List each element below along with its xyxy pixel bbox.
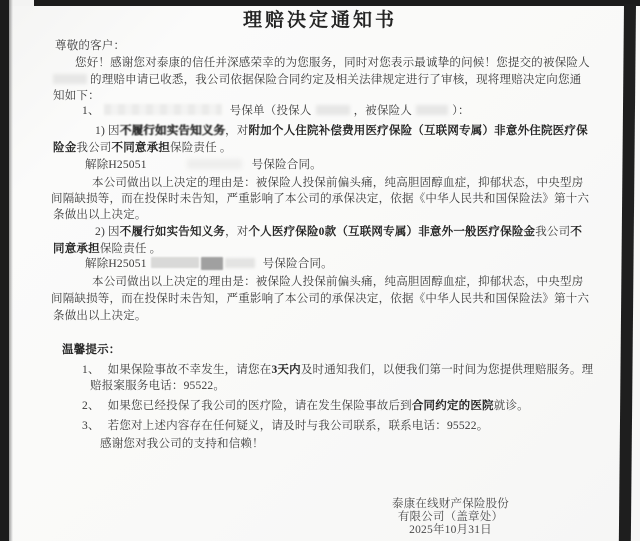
policy-number-redaction: [104, 104, 222, 115]
intro-line-2: 的理赔申请已收悉，我公司依据保险合同约定及相关法律规定进行了审核，现将理赔决定向您通: [53, 73, 581, 87]
scan-edge-left-fringe: [9, 0, 13, 541]
contract-number-redaction-2b: [201, 257, 223, 270]
decision-2-line-1: 2) 因不履行如实告知义务，对个人医疗保险0款（互联网专属）非意外一般医疗保险金我公司不: [95, 226, 583, 238]
scan-edge-top: [0, 0, 640, 6]
page-title: 理赔决定通知书: [242, 10, 397, 31]
decision-1-line-1: 1) 因不履行如实告知义务，对附加个人住院补偿费用医疗保险（互联网专属）非意外住院医疗保: [95, 125, 588, 137]
reason-1-line-2: 间隔缺损等，而在投保时未告知，严重影响了本公司的承保决定，依据《中华人民共和国保险法》第十六: [51, 193, 590, 205]
reason-2-line-2: 间隔缺损等，而在投保时未告知，严重影响了本公司的承保决定，依据《中华人民共和国保险法》第十六: [51, 293, 590, 305]
reason-1-line-1: 本公司做出以上决定的理由是：被保险人投保前偏头痛，纯高胆固醇血症，抑郁状态，中央型房: [92, 177, 584, 189]
tip-item-3: 3、 若您对上述内容存在任何疑义，请及时与我公司联系，联系电话：95522。: [82, 420, 489, 432]
tips-header: 温馨提示：: [62, 344, 121, 356]
company-signature-line-2: 有限公司（盖章处）: [397, 511, 504, 523]
policyholder-name-redaction: [316, 105, 350, 115]
contract-number-redaction-2a: [151, 257, 199, 268]
tip-item-1-line-2: 赔报案服务电话：95522。: [90, 380, 226, 392]
company-signature-line-1: 泰康在线财产保险股份: [392, 498, 509, 510]
scan-edge-left: [0, 0, 9, 541]
intro-line-1: 您好！感谢您对泰康的信任并深感荣幸的为您服务，同时对您表示最诚挚的问候！您提交的被保险人: [75, 57, 590, 69]
decision-2-line-2: 同意承担保险责任 。: [53, 243, 162, 255]
signature-date-line: 2025年10月31日: [409, 524, 492, 536]
insured-name-redaction-2: [416, 105, 448, 115]
tip-item-2: 2、 如果您已经投保了我公司的医疗险，请在发生保险事故后到合同约定的医院就诊。: [82, 400, 529, 412]
salutation: 尊敬的客户：: [55, 40, 126, 52]
thanks-line: 感谢您对我公司的支持和信赖！: [100, 438, 264, 450]
reason-1-line-3: 条做出以上决定。: [53, 209, 147, 221]
tip-item-1-line-1: 1、 如果保险事故不幸发生，请您在3天内及时通知我们，以便我们第一时间为您提供理赔服务。理: [82, 364, 594, 376]
contract-number-redaction-2c: [225, 258, 255, 268]
contract-number-redaction-1: [187, 159, 242, 169]
intro-line-3: 知如下：: [53, 90, 100, 102]
decision-1-line-2: 险金我公司不同意承担保险责任 。: [53, 142, 232, 154]
insured-name-redaction: [53, 74, 87, 84]
reason-2-line-1: 本公司做出以上决定的理由是：被保险人投保前偏头痛，纯高胆固醇血症，抑郁状态，中央型房: [92, 276, 584, 288]
policy-header-line: 1、 号保单（投保人 ，被保险人 ）：: [82, 105, 470, 117]
scan-edge-right: [619, 4, 636, 541]
reason-2-line-3: 条做出以上决定。: [53, 310, 147, 322]
contract-cancel-line-1: 解除H25051 号保险合同。: [85, 159, 322, 171]
contract-cancel-line-2: 解除H25051 号保险合同。: [85, 258, 333, 270]
